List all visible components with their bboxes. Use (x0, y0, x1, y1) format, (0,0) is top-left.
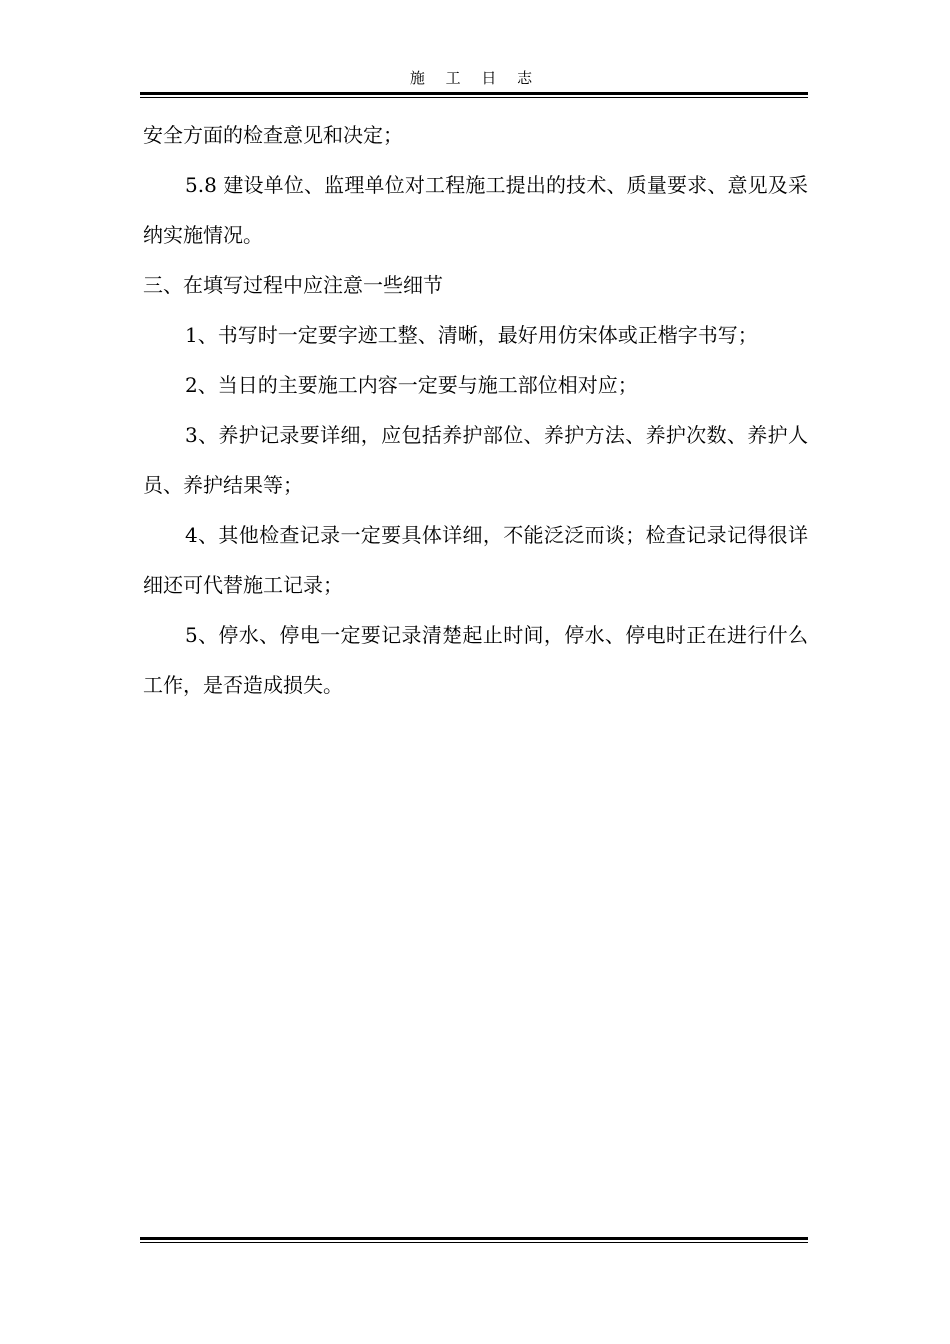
list-item: 4、其他检查记录一定要具体详细，不能泛泛而谈；检查记录记得很详细还可代替施工记录； (143, 523, 808, 597)
document-body (143, 110, 808, 710)
page-header-title: 施 工 日 志 (409, 69, 541, 87)
list-item: 3、养护记录要详细，应包括养护部位、养护方法、养护次数、养护人员、养护结果等； (143, 423, 808, 497)
paragraph: 安全方面的检查意见和决定； (143, 123, 403, 147)
section-heading: 三、在填写过程中应注意一些细节 (143, 273, 443, 297)
footer-rule (140, 1237, 808, 1243)
list-item: 5、停水、停电一定要记录清楚起止时间，停水、停电时正在进行什么工作，是否造成损失。 (143, 623, 808, 697)
header-rule (140, 92, 808, 98)
paragraph: 5.8 建设单位、监理单位对工程施工提出的技术、质量要求、意见及采纳实施情况。 (143, 173, 808, 247)
list-item: 1、书写时一定要字迹工整、清晰，最好用仿宋体或正楷字书写； (185, 323, 758, 347)
list-item: 2、当日的主要施工内容一定要与施工部位相对应； (185, 373, 638, 397)
